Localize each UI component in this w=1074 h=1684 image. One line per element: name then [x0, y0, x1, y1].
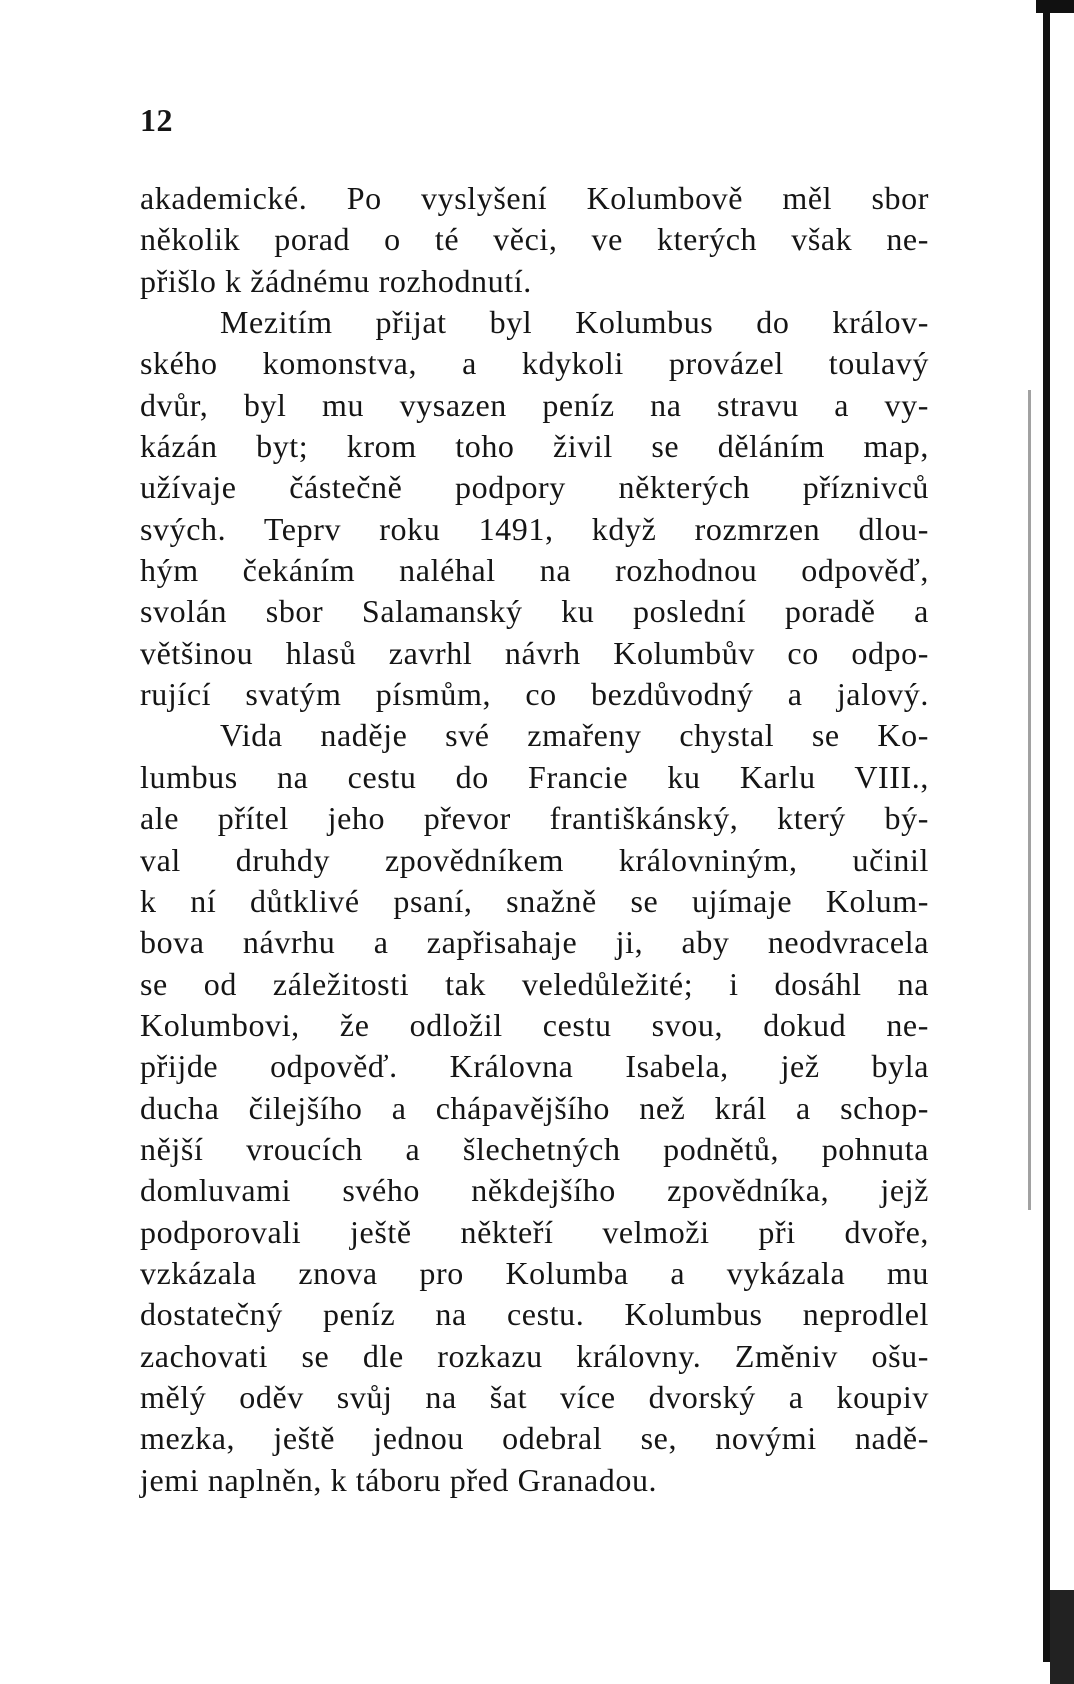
paragraph — [140, 302, 929, 715]
text-line: svolán sbor Salamanský ku poslední poradě a — [140, 593, 929, 630]
scan-edge-border — [1043, 12, 1050, 1662]
text-line: mělý oděv svůj na šat více dvorský a koupiv — [140, 1378, 929, 1415]
text-line: bova návrhu a zapřisahaje ji, aby neodvracela — [140, 924, 929, 961]
text-line: val druhdy zpovědníkem královniným, učinil — [140, 841, 929, 878]
text-line: dvůr, byl mu vysazen peníz na stravu a vy- — [140, 386, 929, 423]
text-line: Vida naděje své zmařeny chystal se Ko- — [220, 717, 929, 754]
text-line: lumbus na cestu do Francie ku Karlu VIII., — [140, 758, 929, 795]
text-line: k ní důtklivé psaní, snažně se ujímaje Kolum- — [140, 882, 929, 919]
text-line: většinou hlasů zavrhl návrh Kolumbův co odpo- — [140, 634, 929, 671]
text-line: Kolumbovi, že odložil cestu svou, dokud ne- — [140, 1006, 929, 1043]
text-line: užívaje částečně podpory některých příznivců — [140, 469, 929, 506]
text-line: mezka, ještě jednou odebral se, novými nadě- — [140, 1420, 929, 1457]
text-line: hým čekáním naléhal na rozhodnou odpověď, — [140, 552, 929, 589]
text-line: ale přítel jeho převor františkánský, který bý- — [140, 800, 929, 837]
paragraph — [140, 715, 929, 1501]
text-line: přišlo k žádnému rozhodnutí. — [140, 262, 532, 299]
scan-edge-shadow — [1028, 390, 1031, 1210]
text-line: akademické. Po vyslyšení Kolumbově měl sbor — [140, 180, 929, 216]
page-number: 12 — [140, 102, 173, 138]
scan-edge-top — [1036, 0, 1074, 13]
text-line: vzkázala znova pro Kolumba a vykázala mu — [140, 1254, 929, 1291]
text-line: jemi naplněn, k táboru před Granadou. — [140, 1461, 658, 1498]
text-line: ského komonstva, a kdykoli provázel toulavý — [140, 345, 929, 382]
text-line: přijde odpověď. Královna Isabela, jež byla — [140, 1048, 929, 1085]
text-line: nější vroucích a šlechetných podnětů, pohnuta — [140, 1130, 929, 1167]
text-line: se od záležitosti tak veledůležité; i dosáhl na — [140, 965, 929, 1002]
text-line: podporovali ještě někteří velmoži při dvoře, — [140, 1213, 929, 1250]
text-line: dostatečný peníz na cestu. Kolumbus neprodlel — [140, 1296, 929, 1333]
body-text — [140, 178, 929, 1501]
text-line: kázán byt; krom toho živil se děláním map, — [140, 428, 929, 465]
text-line: rující svatým písmům, co bezdůvodný a jalový. — [140, 676, 929, 713]
text-line: svých. Teprv roku 1491, když rozmrzen dlou- — [140, 510, 929, 547]
text-line: Mezitím přijat byl Kolumbus do králov- — [220, 304, 929, 341]
text-line: ducha čilejšího a chápavějšího než král a schop- — [140, 1089, 929, 1126]
paragraph — [140, 178, 929, 302]
text-line: zachovati se dle rozkazu královny. Změniv ošu- — [140, 1337, 929, 1374]
scan-edge-bottom — [1050, 1590, 1074, 1684]
text-line: několik porad o té věci, ve kterých však ne- — [140, 221, 929, 258]
text-line: domluvami svého někdejšího zpovědníka, jejž — [140, 1172, 929, 1209]
